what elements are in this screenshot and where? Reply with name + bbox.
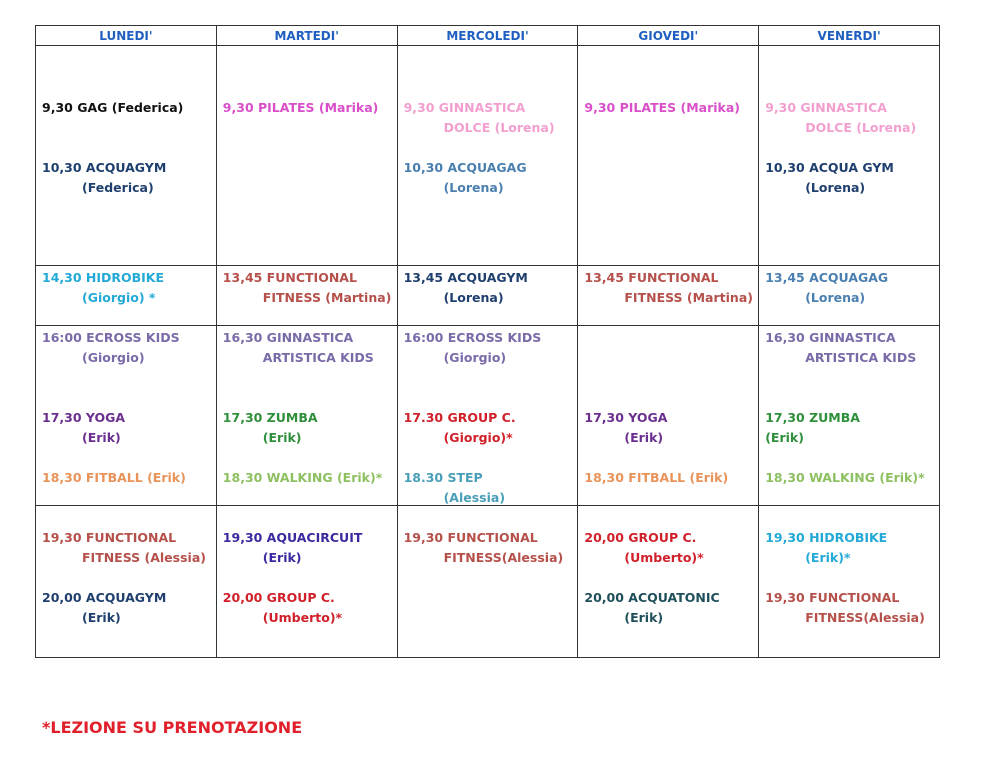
class-entry: [584, 528, 752, 568]
class-entry: [223, 408, 391, 448]
class-entry: [223, 328, 391, 368]
class-time-title: 13,45 FUNCTIONAL: [584, 270, 719, 285]
class-time-title: 9,30 GAG (Federica): [42, 100, 184, 115]
class-instructor: FITNESS (Martina): [624, 290, 753, 305]
class-instructor: ARTISTICA KIDS: [805, 350, 917, 365]
class-entry: [42, 268, 210, 308]
class-time-title: 16,30 GINNASTICA: [222, 330, 354, 345]
class-instructor: DOLCE (Lorena): [443, 120, 555, 135]
header-row: [36, 26, 940, 46]
schedule-cell-friday: [759, 506, 940, 658]
class-entry: [404, 268, 572, 308]
class-entry: [223, 528, 391, 568]
class-entry: [404, 528, 572, 568]
class-entry: [584, 268, 752, 308]
class-entry: [584, 588, 752, 628]
class-time-title: 9,30 PILATES (Marika): [222, 100, 379, 115]
day-header-wednesday: MERCOLEDI': [397, 26, 578, 46]
day-header-tuesday: MARTEDI': [216, 26, 397, 46]
class-entry: [584, 408, 752, 448]
class-instructor: FITNESS(Alessia): [443, 550, 564, 565]
class-instructor: FITNESS (Alessia): [82, 550, 206, 565]
schedule-cell-friday: [759, 46, 940, 266]
class-entry: [223, 268, 391, 308]
schedule-cell-wednesday: [397, 266, 578, 326]
class-instructor: (Giorgio): [443, 350, 507, 365]
class-instructor: (Giorgio) *: [82, 290, 156, 305]
class-time-title: 18.30 STEP: [403, 470, 483, 485]
class-entry: [42, 158, 210, 198]
class-entry: [42, 98, 210, 118]
schedule-cell-monday: [36, 506, 217, 658]
day-header-monday: LUNEDI': [36, 26, 217, 46]
class-entry: [404, 468, 572, 508]
day-header-friday: VENERDI': [759, 26, 940, 46]
schedule-cell-tuesday: [216, 326, 397, 506]
class-entry: [404, 158, 572, 198]
class-time-title: 17,30 YOGA: [42, 410, 126, 425]
class-time-title: 19,30 FUNCTIONAL: [42, 530, 177, 545]
class-time-title: 20,00 GROUP C.: [584, 530, 697, 545]
schedule-cell-monday: [36, 266, 217, 326]
class-time-title: 18,30 WALKING (Erik)*: [765, 470, 925, 485]
class-entry: [42, 328, 210, 368]
schedule-cell-wednesday: [397, 46, 578, 266]
class-time-title: 18,30 FITBALL (Erik): [42, 470, 186, 485]
class-time-title: 18,30 FITBALL (Erik): [584, 470, 729, 485]
class-instructor: FITNESS (Martina): [262, 290, 392, 305]
class-instructor: (Erik): [624, 610, 664, 625]
schedule-row: [36, 266, 940, 326]
class-time-title: 10,30 ACQUA GYM: [765, 160, 894, 175]
schedule-cell-thursday: [578, 506, 759, 658]
schedule-cell-thursday: [578, 326, 759, 506]
class-time-title: 17.30 GROUP C.: [403, 410, 516, 425]
class-instructor: (Lorena): [805, 290, 866, 305]
class-entry: [42, 468, 210, 488]
class-instructor: (Alessia): [443, 490, 506, 505]
class-entry: [223, 468, 391, 488]
class-entry: [404, 98, 572, 138]
class-time-title: 19,30 AQUACIRCUIT: [222, 530, 363, 545]
class-instructor: (Lorena): [805, 180, 866, 195]
schedule-cell-thursday: [578, 266, 759, 326]
class-instructor: (Umberto)*: [624, 550, 704, 565]
booking-note: *LEZIONE SU PRENOTAZIONE: [42, 718, 303, 737]
class-entry: [404, 408, 572, 448]
class-time-title: 17,30 ZUMBA: [222, 410, 318, 425]
weekly-schedule-table: [35, 25, 940, 658]
class-time-title: 18,30 WALKING (Erik)*: [222, 470, 383, 485]
schedule-cell-tuesday: [216, 266, 397, 326]
class-instructor: (Giorgio): [82, 350, 145, 365]
class-entry: [765, 328, 933, 368]
class-entry: [765, 528, 933, 568]
class-instructor: DOLCE (Lorena): [805, 120, 917, 135]
class-instructor: (Erik)*: [805, 550, 851, 565]
class-time-title: 17,30 YOGA: [584, 410, 668, 425]
class-time-title: 9,30 GINNASTICA: [403, 100, 526, 115]
class-time-title: 10,30 ACQUAGAG: [403, 160, 527, 175]
class-time-title: 17,30 ZUMBA: [765, 410, 860, 425]
class-instructor: FITNESS(Alessia): [805, 610, 925, 625]
class-time-title: 13,45 ACQUAGAG: [765, 270, 889, 285]
class-instructor: (Erik): [82, 610, 121, 625]
class-instructor: (Erik): [765, 430, 804, 445]
class-time-title: 9,30 PILATES (Marika): [584, 100, 740, 115]
class-instructor: (Umberto)*: [262, 610, 343, 625]
class-entry: [584, 98, 752, 118]
class-instructor: ARTISTICA KIDS: [262, 350, 374, 365]
class-time-title: 14,30 HIDROBIKE: [42, 270, 165, 285]
class-time-title: 13,45 ACQUAGYM: [403, 270, 528, 285]
class-time-title: 19,30 FUNCTIONAL: [403, 530, 538, 545]
class-entry: [42, 528, 210, 568]
schedule-cell-monday: [36, 46, 217, 266]
class-instructor: (Erik): [624, 430, 664, 445]
schedule-row: [36, 506, 940, 658]
class-instructor: (Lorena): [443, 180, 504, 195]
class-instructor: (Giorgio)*: [443, 430, 513, 445]
class-time-title: 20,00 ACQUATONIC: [584, 590, 720, 605]
class-instructor: (Federica): [82, 180, 154, 195]
schedule-cell-wednesday: [397, 326, 578, 506]
day-header-thursday: GIOVEDI': [578, 26, 759, 46]
class-time-title: 16:00 ECROSS KIDS: [403, 330, 542, 345]
class-entry: [42, 588, 210, 628]
class-time-title: 16,30 GINNASTICA: [765, 330, 896, 345]
class-entry: [765, 588, 933, 628]
class-time-title: 20,00 GROUP C.: [222, 590, 335, 605]
schedule-cell-thursday: [578, 46, 759, 266]
class-entry: [765, 158, 933, 198]
class-entry: [765, 408, 933, 448]
schedule-row: [36, 46, 940, 266]
class-time-title: 13,45 FUNCTIONAL: [222, 270, 357, 285]
class-entry: [584, 468, 752, 488]
schedule-cell-friday: [759, 326, 940, 506]
class-time-title: 16:00 ECROSS KIDS: [42, 330, 180, 345]
class-time-title: 9,30 GINNASTICA: [765, 100, 887, 115]
schedule-cell-tuesday: [216, 506, 397, 658]
class-entry: [765, 268, 933, 308]
class-time-title: 20,00 ACQUAGYM: [42, 590, 167, 605]
class-time-title: 10,30 ACQUAGYM: [42, 160, 167, 175]
class-entry: [223, 588, 391, 628]
class-instructor: (Erik): [82, 430, 121, 445]
schedule-cell-monday: [36, 326, 217, 506]
schedule-cell-wednesday: [397, 506, 578, 658]
class-instructor: (Erik): [262, 430, 302, 445]
class-entry: [765, 468, 933, 488]
class-instructor: (Lorena): [443, 290, 504, 305]
schedule-row: [36, 326, 940, 506]
schedule-body: [36, 46, 940, 658]
schedule-cell-tuesday: [216, 46, 397, 266]
class-instructor: (Erik): [262, 550, 302, 565]
schedule-cell-friday: [759, 266, 940, 326]
class-entry: [765, 98, 933, 138]
class-time-title: 19,30 HIDROBIKE: [765, 530, 888, 545]
class-entry: [42, 408, 210, 448]
class-entry: [223, 98, 391, 118]
class-entry: [404, 328, 572, 368]
class-time-title: 19,30 FUNCTIONAL: [765, 590, 900, 605]
